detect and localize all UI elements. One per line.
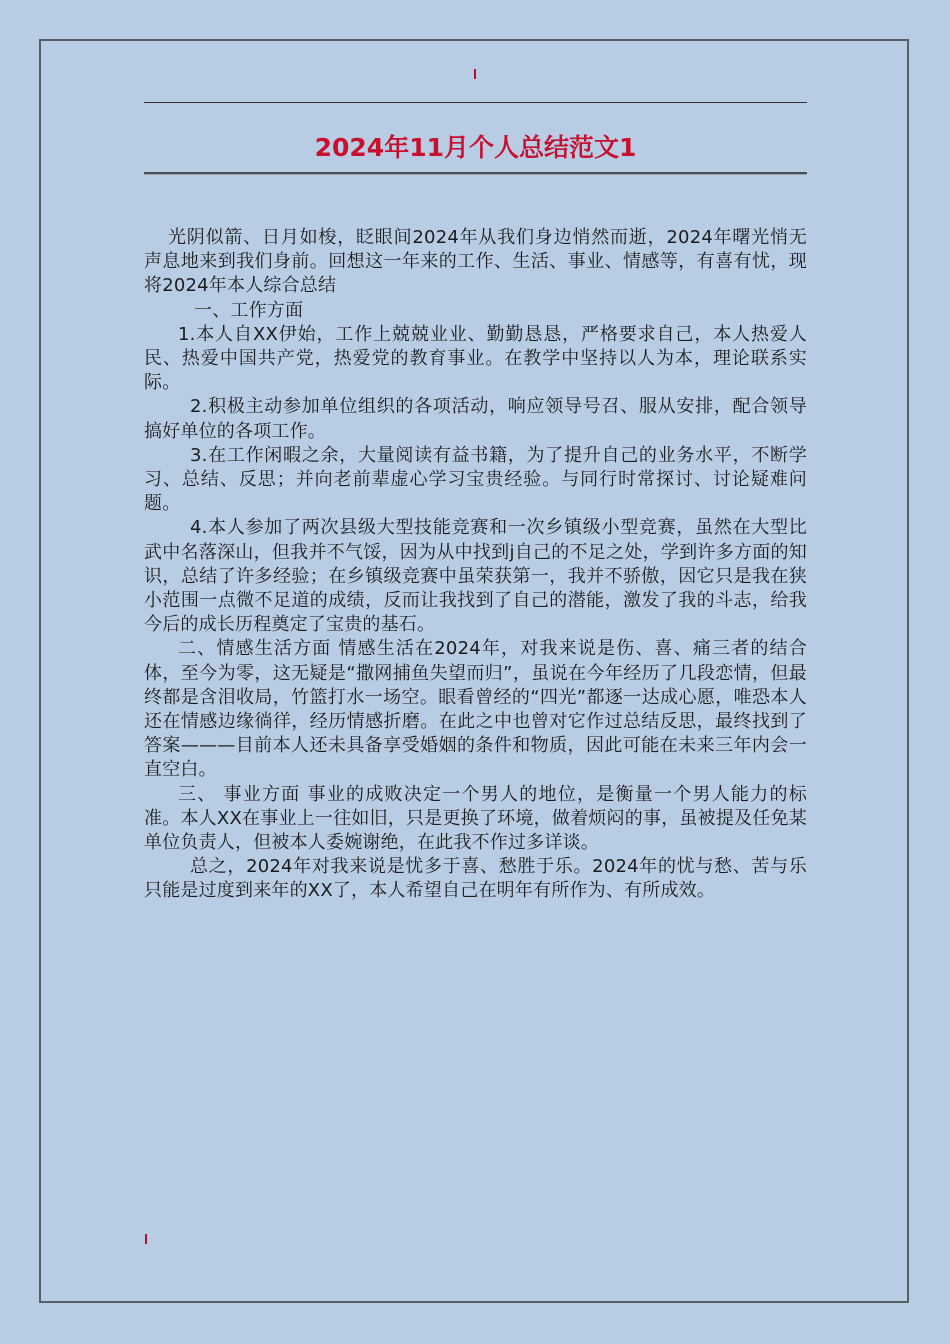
section-heading-work: 一、工作方面 xyxy=(194,299,304,321)
emotion-section-paragraph: 二、情感生活方面 情感生活在2024年，对我来说是伤、喜、痛三者的结合体，至今为零，这无疑是“撒网捕鱼失望而归”，虽说在今年经历了几段恋情，但最终都是含泪收局，竹篮打水一场空。眼看曾经的“四光”都逐一达成心愿，唯恐本人还在情感边缘徜徉，经历情感折磨。在此之中也曾对它作过总结反思，最终找到了答案———目前本人还未具备享受婚姻的条件和物质，因此可能在未来三年内会一直空白。 xyxy=(144,638,807,781)
header-cursor-mark xyxy=(474,69,476,79)
work-item-4: 4.本人参加了两次县级大型技能竞赛和一次乡镇级小型竞赛，虽然在大型比武中名落深山，但我并不气馁，因为从中找到j自己的不足之处，学到许多方面的知识，总结了许多经验；在乡镇级竞赛中虽荣获第一，我并不骄傲，因它只是我在狭小范围一点微不足道的成绩，反而让我找到了自己的潜能，激发了我的斗志，给我今后的成长历程奠定了宝贵的基石。 xyxy=(144,517,807,636)
intro-paragraph: 光阴似箭、日月如梭，眨眼间2024年从我们身边悄然而逝，2024年曙光悄无声息地来到我们身前。回想这一年来的工作、生活、事业、情感等，有喜有忧，现将2024年本人综合总结 xyxy=(144,227,807,297)
footer-cursor-mark xyxy=(145,1234,147,1244)
work-item-1: 1.本人自XX伊始，工作上兢兢业业、勤勤恳恳，严格要求自己，本人热爱人民、热爱中国共产党，热爱党的教育事业。在教学中坚持以人为本，理论联系实际。 xyxy=(144,323,807,394)
work-item-2: 2.积极主动参加单位组织的各项活动，响应领导号召、服从安排，配合领导搞好单位的各项工作。 xyxy=(144,396,807,442)
document-body xyxy=(144,226,807,904)
document-title: 2024年11月个人总结范文1 xyxy=(314,133,637,162)
title-underline xyxy=(144,172,807,174)
conclusion-paragraph: 总之，2024年对我来说是忧多于喜、愁胜于乐。2024年的忧与愁、苦与乐只能是过度到来年的XX了，本人希望自己在明年有所作为、有所成效。 xyxy=(144,856,807,902)
header-rule xyxy=(144,102,807,103)
career-section-paragraph: 三、 事业方面 事业的成败决定一个男人的地位，是衡量一个男人能力的标准。本人XX在事业上一往如旧，只是更换了环境，做着烦闷的事，虽被提及任免某单位负责人，但被本人委婉谢绝，在此我不作过多详谈。 xyxy=(144,783,807,854)
work-item-3: 3.在工作闲暇之余，大量阅读有益书籍，为了提升自己的业务水平，不断学习、总结、反思；并向老前辈虚心学习宝贵经验。与同行时常探讨、讨论疑难问题。 xyxy=(144,444,807,515)
